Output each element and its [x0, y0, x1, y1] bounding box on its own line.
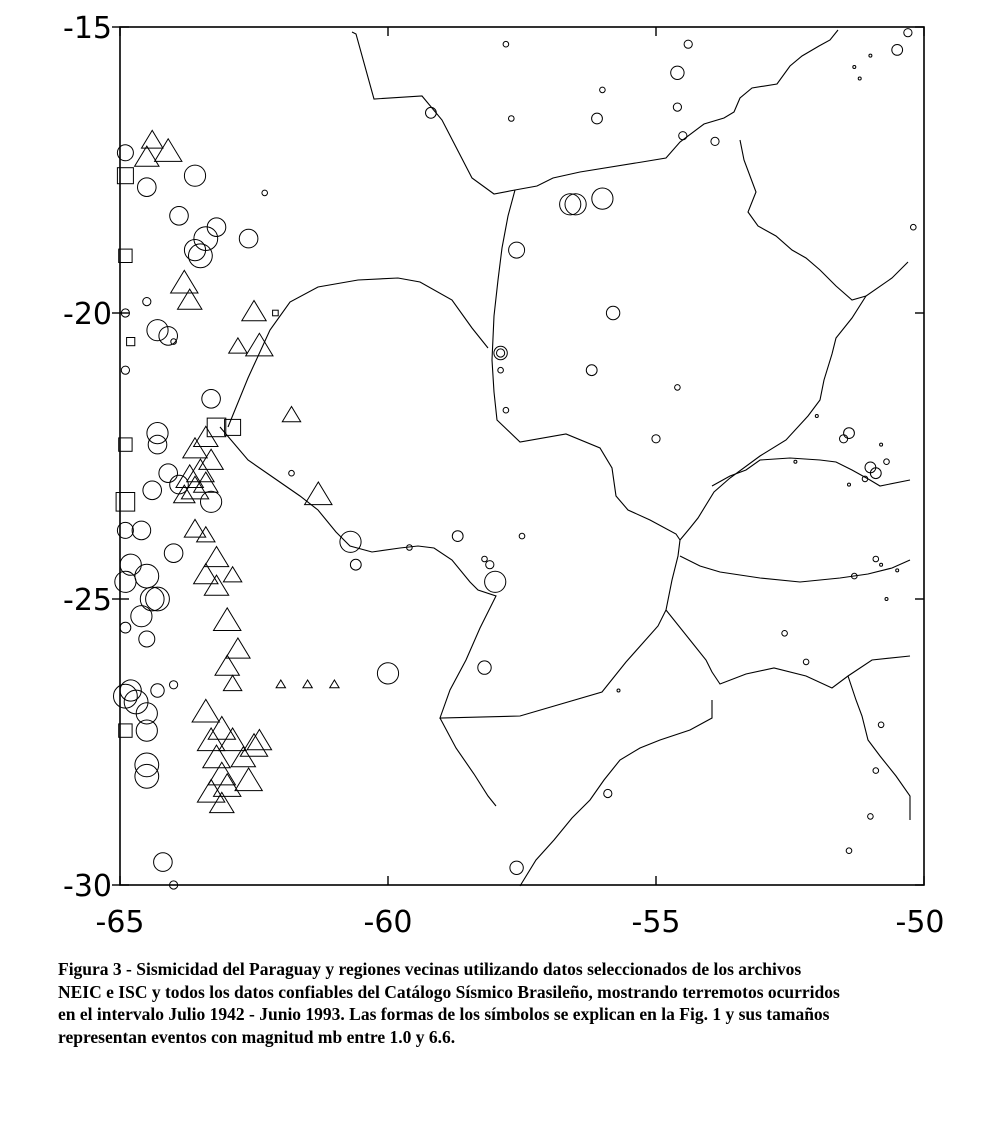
event-triangle: [155, 139, 182, 162]
border-rio-grande: [520, 700, 712, 886]
event-circle: [679, 132, 687, 140]
event-circle: [164, 544, 183, 563]
event-circle: [711, 137, 719, 145]
event-circle: [509, 242, 525, 258]
x-tick-label: -65: [95, 905, 145, 940]
event-circle: [350, 559, 361, 570]
event-circle: [671, 66, 684, 79]
event-circle: [885, 598, 888, 601]
event-triangle: [204, 575, 228, 595]
event-circle: [803, 659, 809, 665]
event-circle: [132, 521, 151, 540]
event-circle: [565, 194, 586, 215]
event-circle: [586, 365, 597, 376]
event-circle: [452, 531, 463, 542]
event-triangle: [208, 717, 235, 740]
event-circle: [159, 464, 178, 483]
event-circle: [426, 107, 437, 118]
event-circle: [503, 41, 509, 47]
event-circle: [239, 229, 258, 248]
event-triangle: [135, 146, 159, 166]
event-circle: [846, 848, 852, 854]
y-tick-label: -25: [63, 583, 112, 618]
event-circle: [878, 722, 884, 728]
axis-ticks: [112, 27, 924, 885]
x-tick-label: -50: [895, 905, 945, 940]
event-circle: [592, 188, 613, 209]
event-circle: [858, 77, 861, 80]
event-circle: [138, 178, 157, 197]
national-borders: [220, 30, 910, 886]
event-circle: [147, 423, 168, 444]
event-circle: [262, 190, 268, 196]
event-circle: [853, 66, 856, 69]
event-triangle: [199, 449, 223, 469]
event-square: [127, 338, 135, 346]
event-circle: [131, 606, 152, 627]
event-triangle: [223, 567, 241, 582]
event-circle: [617, 689, 620, 692]
event-circle: [148, 435, 167, 454]
event-circle: [147, 320, 168, 341]
event-circle: [120, 622, 131, 633]
event-circle: [135, 564, 159, 588]
event-circle: [844, 428, 855, 439]
event-triangle: [204, 547, 228, 567]
event-circle: [509, 116, 515, 122]
caption-line: en el intervalo Julio 1942 - Junio 1993. Las formas de los símbolos se explican en la Fig. 1 y sus tamaños: [58, 1004, 830, 1024]
event-circle: [140, 587, 164, 611]
event-circle: [911, 224, 917, 230]
event-circle: [606, 306, 619, 319]
event-circle: [510, 861, 523, 874]
event-circle: [873, 556, 879, 562]
event-circle: [194, 227, 218, 251]
event-circle: [675, 385, 681, 391]
event-circle: [146, 587, 170, 611]
event-circle: [892, 45, 903, 56]
event-circle: [673, 103, 681, 111]
y-axis-tick-labels: [63, 11, 112, 904]
event-circle: [600, 87, 606, 93]
event-circle: [794, 460, 797, 463]
x-tick-label: -55: [631, 905, 681, 940]
border-misiones: [666, 610, 910, 688]
event-circle: [519, 533, 525, 539]
event-circle: [170, 475, 189, 494]
event-circle: [289, 470, 295, 476]
y-tick-label: -20: [63, 297, 112, 332]
border-uruguay-argentina: [440, 718, 496, 806]
event-triangle: [184, 519, 205, 537]
border-brazil-bolivia-north: [352, 30, 838, 194]
event-circle: [884, 459, 890, 465]
event-circle: [136, 720, 157, 741]
event-circle: [782, 631, 788, 637]
event-triangle: [203, 745, 230, 768]
event-circle: [840, 435, 848, 443]
event-circle: [880, 443, 883, 446]
event-circle: [377, 663, 398, 684]
event-triangle: [282, 407, 300, 422]
y-tick-label: -15: [63, 11, 112, 46]
caption-line: Figura 3 - Sismicidad del Paraguay y regiones vecinas utilizando datos seleccionados de los archivos: [58, 959, 802, 979]
event-circle: [494, 346, 507, 359]
event-triangle: [183, 438, 207, 458]
event-circle: [592, 113, 603, 124]
event-square: [273, 310, 279, 316]
event-circle: [604, 789, 612, 797]
event-triangle: [276, 680, 285, 688]
event-triangle: [226, 638, 250, 658]
event-circle: [485, 571, 506, 592]
border-sao-paulo: [712, 458, 910, 486]
x-tick-label: -60: [363, 905, 413, 940]
caption-line: representan eventos con magnitud mb entre 1.0 y 6.6.: [58, 1026, 456, 1047]
border-bolivia-paraguay: [228, 278, 488, 427]
event-triangle: [303, 680, 312, 688]
event-triangle: [223, 675, 241, 690]
event-circle: [497, 349, 505, 357]
event-circle: [652, 435, 660, 443]
x-axis-tick-labels: [96, 905, 945, 940]
event-circle: [189, 244, 213, 268]
event-circle: [478, 661, 491, 674]
event-circle: [154, 853, 173, 872]
event-triangle: [235, 768, 262, 791]
event-triangle: [171, 270, 198, 293]
event-triangle: [330, 680, 339, 688]
event-circle: [896, 569, 899, 572]
event-triangle: [242, 301, 266, 321]
event-triangle: [197, 527, 215, 542]
event-triangle: [214, 608, 241, 631]
event-triangle: [142, 130, 163, 148]
figure-caption: [58, 958, 978, 1048]
event-circle: [880, 563, 883, 566]
event-circle: [340, 531, 361, 552]
event-square: [225, 419, 241, 435]
event-circle: [201, 491, 222, 512]
event-circle: [560, 194, 581, 215]
event-triangle: [192, 699, 219, 722]
event-circle: [684, 40, 692, 48]
event-circle: [482, 556, 488, 562]
event-triangle: [178, 289, 202, 309]
border-parana-east: [740, 140, 866, 300]
event-triangle: [229, 338, 247, 353]
y-tick-label: -30: [63, 869, 112, 904]
event-circle: [170, 207, 189, 226]
caption-line: NEIC e ISC y todos los datos confiables del Catálogo Sísmico Brasileño, mostrando terremotos ocurridos: [58, 981, 840, 1002]
event-circle: [815, 415, 818, 418]
event-triangle: [305, 482, 332, 505]
event-circle: [498, 367, 504, 373]
event-circle: [848, 483, 851, 486]
event-circle: [143, 481, 162, 500]
event-circle: [873, 768, 879, 774]
event-circle: [135, 753, 159, 777]
event-circle: [135, 764, 159, 788]
map-frame: [112, 27, 924, 885]
event-circle: [143, 298, 151, 306]
event-circle: [202, 390, 221, 409]
event-circle: [868, 814, 874, 820]
event-triangle: [197, 780, 224, 803]
event-circle: [151, 684, 164, 697]
event-square: [116, 493, 135, 512]
event-circle: [121, 366, 129, 374]
event-circle: [139, 631, 155, 647]
event-circle: [170, 681, 178, 689]
border-santa-catarina: [848, 676, 910, 820]
event-circle: [503, 407, 509, 413]
event-circle: [184, 165, 205, 186]
border-parana-south: [680, 556, 910, 582]
event-circle: [869, 54, 872, 57]
event-circle: [904, 29, 912, 37]
event-circle: [486, 561, 494, 569]
